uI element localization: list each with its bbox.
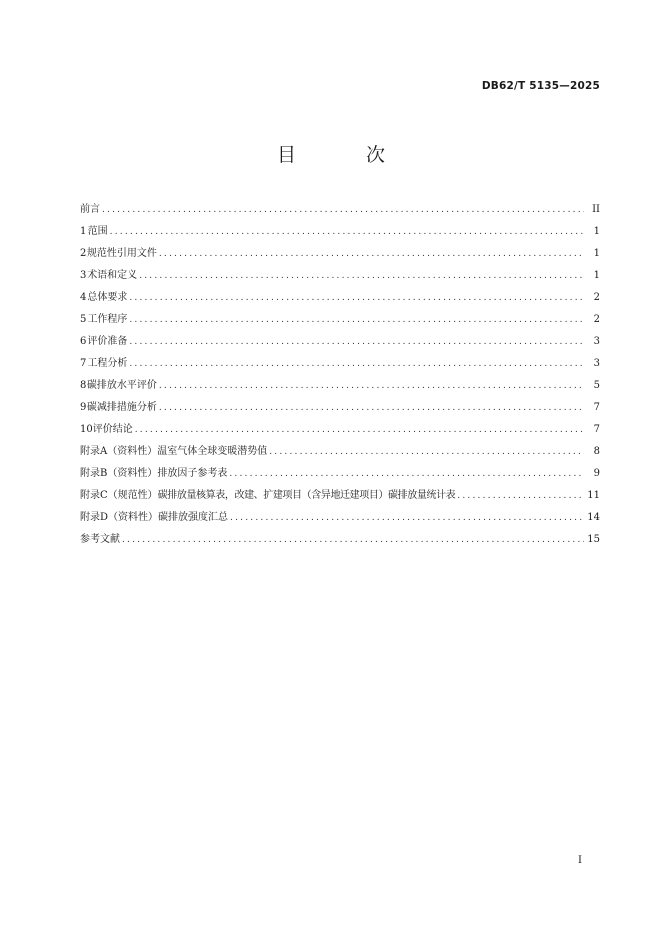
toc-entry-page: 7 <box>593 424 600 435</box>
toc-entry-page: 3 <box>593 336 600 347</box>
toc-leader-dots <box>129 331 584 353</box>
toc-entry-label: 排放因子参考表 <box>157 468 228 479</box>
toc-entry-label: 碳排放量核算表，改建、扩建项目（含异地迁建项目）碳排放量统计表 <box>157 490 456 501</box>
document-code: DB62/T 5135—2025 <box>481 80 600 92</box>
toc-leader-dots <box>110 221 584 243</box>
toc-entry-number: 附录B（资料性） <box>80 468 158 479</box>
toc-entry-number: 附录D（资料性） <box>80 512 159 523</box>
toc-entry-label: 碳排放强度汇总 <box>158 512 229 523</box>
toc-leader-dots <box>122 529 584 551</box>
toc-entry-number: 9 <box>80 402 87 413</box>
toc-leader-dots <box>229 463 584 485</box>
toc-entry-4[interactable] <box>80 287 600 309</box>
toc-entry-number: 10 <box>80 424 93 435</box>
toc-leader-dots <box>159 397 584 419</box>
toc-leader-dots <box>135 419 584 441</box>
toc-leader-dots <box>457 485 584 507</box>
toc-leader-dots <box>129 309 584 331</box>
toc-entry-number: 7 <box>80 358 87 369</box>
toc-entry-label: 评价准备 <box>87 336 128 347</box>
toc-entry-label: 碳减排措施分析 <box>86 402 157 413</box>
toc-entry-label: 规范性引用文件 <box>86 248 157 259</box>
toc-entry-page: 15 <box>587 534 600 545</box>
toc-entry-6[interactable] <box>80 331 600 353</box>
toc-entry-page: 8 <box>593 446 600 457</box>
toc-entry-number: 附录A（资料性） <box>80 446 158 457</box>
toc-entry-label: 工程分析 <box>87 358 128 369</box>
toc-entry-label: 碳排放水平评价 <box>86 380 157 391</box>
toc-leader-dots <box>159 243 584 265</box>
toc-entry-page: 5 <box>593 380 600 391</box>
toc-leader-dots <box>159 375 584 397</box>
table-of-contents <box>80 199 600 551</box>
toc-leader-dots <box>230 507 584 529</box>
toc-leader-dots <box>129 287 584 309</box>
toc-entry-label: 评价结论 <box>92 424 133 435</box>
toc-entry-page: 1 <box>593 270 600 281</box>
toc-entry-appendix-c[interactable] <box>80 485 600 507</box>
toc-entry-foreword[interactable] <box>80 199 600 221</box>
toc-entry-number: 3 <box>80 270 87 281</box>
toc-leader-dots <box>102 199 584 221</box>
toc-entry-label: 范围 <box>87 226 108 237</box>
toc-leader-dots <box>269 441 584 463</box>
toc-entry-appendix-b[interactable] <box>80 463 600 485</box>
toc-title: 目 次 <box>276 144 418 166</box>
toc-entry-page: 3 <box>593 358 600 369</box>
toc-entry-label: 工作程序 <box>87 314 128 325</box>
toc-entry-page: 2 <box>593 292 600 303</box>
toc-entry-page: 9 <box>593 468 600 479</box>
toc-entry-page: 2 <box>593 314 600 325</box>
toc-entry-page: II <box>592 204 600 215</box>
toc-leader-dots <box>139 265 584 287</box>
toc-entry-number: 1 <box>80 226 87 237</box>
toc-entry-label: 温室气体全球变暖潜势值 <box>157 446 268 457</box>
toc-entry-8[interactable] <box>80 375 600 397</box>
toc-entry-page: 11 <box>587 490 600 501</box>
toc-entry-page: 1 <box>593 248 600 259</box>
page-number: I <box>578 855 582 866</box>
toc-entry-7[interactable] <box>80 353 600 375</box>
toc-entry-label: 术语和定义 <box>87 270 138 281</box>
toc-entry-appendix-a[interactable] <box>80 441 600 463</box>
toc-entry-number: 8 <box>80 380 87 391</box>
toc-entry-references[interactable] <box>80 529 600 551</box>
toc-entry-page: 1 <box>593 226 600 237</box>
toc-entry-2[interactable] <box>80 243 600 265</box>
toc-entry-3[interactable] <box>80 265 600 287</box>
toc-entry-number: 5 <box>80 314 87 325</box>
toc-entry-10[interactable] <box>80 419 600 441</box>
toc-entry-number: 4 <box>80 292 87 303</box>
toc-entry-1[interactable] <box>80 221 600 243</box>
toc-entry-label: 总体要求 <box>87 292 128 303</box>
toc-entry-appendix-d[interactable] <box>80 507 600 529</box>
toc-entry-5[interactable] <box>80 309 600 331</box>
toc-entry-number: 6 <box>80 336 87 347</box>
toc-leader-dots <box>129 353 584 375</box>
toc-entry-number: 附录C（规范性） <box>80 490 158 501</box>
toc-entry-9[interactable] <box>80 397 600 419</box>
toc-entry-label: 前言 <box>80 204 100 215</box>
toc-entry-page: 14 <box>587 512 600 523</box>
toc-entry-number: 2 <box>80 248 87 259</box>
toc-entry-page: 7 <box>593 402 600 413</box>
toc-entry-label: 参考文献 <box>80 534 120 545</box>
